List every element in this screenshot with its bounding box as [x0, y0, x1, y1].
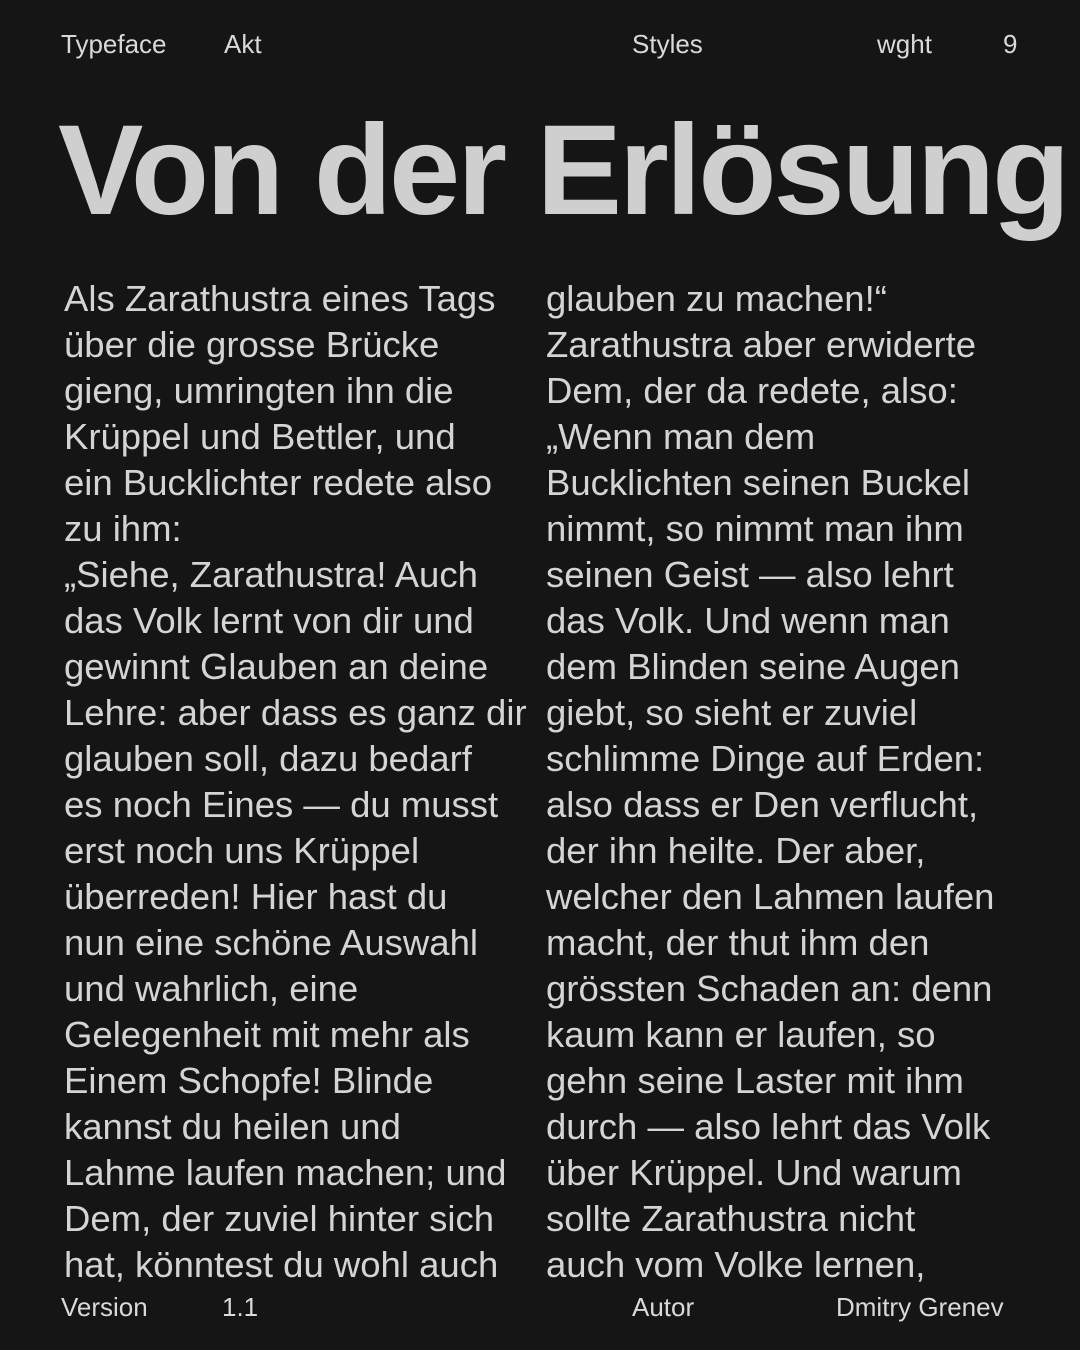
axis-value: 9: [1003, 29, 1018, 59]
version-value: 1.1: [222, 1292, 259, 1322]
version-label: Version: [61, 1292, 148, 1322]
author-value: Dmitry Grenev: [836, 1292, 1004, 1322]
author-label: Autor: [632, 1292, 695, 1322]
page-title: Von der Erlösung: [58, 99, 1068, 242]
axis-label: wght: [877, 29, 932, 59]
styles-label: Styles: [632, 29, 703, 59]
typeface-label: Typeface: [61, 29, 167, 59]
typeface-value: Akt: [224, 29, 262, 59]
text-column-right: glauben zu machen!“ Zarathustra aber erwiderte Dem, der da redete, also: „Wenn man dem Bucklichten seinen Buckel nimmt, so nimmt man ihm seinen Geist — also lehrt das Volk. Und wenn man dem Blinden seine Augen giebt, so sieht er zuviel schlimme Dinge auf Erden: also dass er Den verflucht, der ihn heilte. Der aber, welcher den Lahmen laufen macht, der thut ihm den grössten Schaden an: denn kaum kann er laufen, so gehn seine Laster mit ihm durch — also lehrt das Volk über Krüppel. Und warum sollte Zarathustra nicht auch vom Volke lernen,: [546, 278, 995, 1285]
text-column-left: Als Zarathustra eines Tags über die grosse Brücke gieng, umringten ihn die Krüppel und Bettler, und ein Bucklichter redete also zu ihm: „Siehe, Zarathustra! Auch das Volk lernt von dir und gewinnt Glauben an deine Lehre: aber dass es ganz dir glauben soll, dazu bedarf es noch Eines — du musst erst noch uns Krüppel überreden! Hier hast du nun eine schöne Auswahl und wahrlich, eine Gelegenheit mit mehr als Einem Schopfe! Blinde kannst du heilen und Lahme laufen machen; und Dem, der zuviel hinter sich hat, könntest du wohl auch: [64, 278, 527, 1285]
